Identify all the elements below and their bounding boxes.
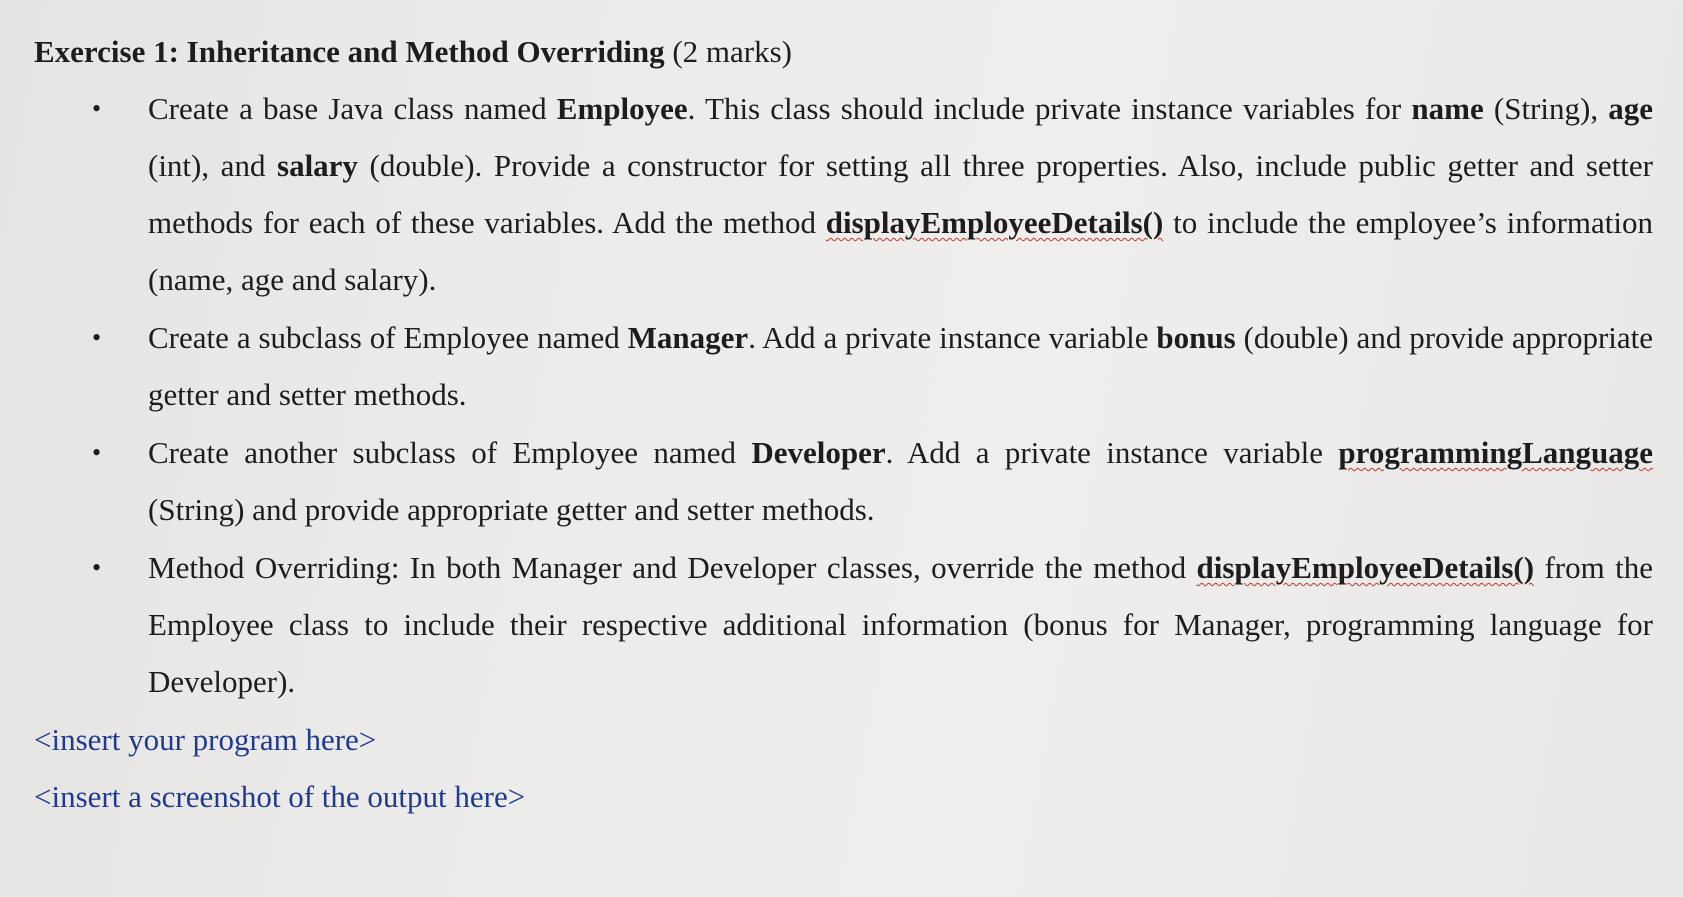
- text-run: Method Overriding: In both Manager and Developer classes, override the method: [148, 550, 1197, 585]
- task-item-developer: [34, 424, 1653, 538]
- exercise-title: [34, 30, 1634, 74]
- bullet-icon: •: [92, 323, 102, 352]
- bullet-icon: •: [92, 438, 102, 467]
- variable-name: name: [1411, 91, 1484, 126]
- exercise-marks: (2 marks): [672, 34, 792, 69]
- text-run: Create a subclass of Employee named: [148, 320, 628, 355]
- task-item-manager: [34, 309, 1654, 423]
- document-body: [34, 30, 1654, 825]
- text-run: from the Employee class to include their respective additional information (bonus for Manager, programming language for Developer).: [148, 550, 1653, 699]
- text-run: Create another subclass of Employee named: [148, 435, 752, 470]
- text-run: (double). Provide a constructor for setting all three properties. Also, include public getter and setter methods for each of these variables. Add the method: [148, 148, 1653, 240]
- task-text: [148, 539, 1653, 710]
- exercise-title-bold: Exercise 1: Inheritance and Method Overriding: [34, 34, 665, 69]
- text-run: . Add a private instance variable: [885, 435, 1339, 470]
- text-run: Create a base Java class named: [148, 91, 557, 126]
- text-run: (String),: [1483, 91, 1609, 126]
- task-text: [148, 80, 1653, 308]
- variable-salary: salary: [277, 148, 358, 183]
- text-run: (int), and: [148, 148, 277, 183]
- method-display-employee-details: displayEmployeeDetails(): [1196, 550, 1535, 585]
- bullet-icon: •: [92, 94, 102, 123]
- text-run: . Add a private instance variable: [748, 320, 1157, 355]
- text-run: (double) and provide appropriate getter and setter methods.: [148, 320, 1654, 412]
- variable-programming-language: programmingLanguage: [1338, 435, 1653, 470]
- class-name-employee: Employee: [556, 91, 688, 126]
- text-run: . This class should include private instance variables for: [687, 91, 1412, 126]
- program-placeholder[interactable]: <insert your program here>: [34, 722, 377, 757]
- screenshot-placeholder[interactable]: <insert a screenshot of the output here>: [34, 779, 526, 814]
- task-item-employee: [34, 80, 1654, 308]
- class-name-manager: Manager: [627, 320, 749, 355]
- task-text: [148, 309, 1653, 423]
- text-run: to include the employee’s information (name, age and salary).: [148, 205, 1653, 297]
- text-run: (String) and provide appropriate getter and setter methods.: [148, 492, 875, 527]
- variable-age: age: [1608, 91, 1654, 126]
- task-item-overriding: [34, 539, 1653, 710]
- bullet-icon: •: [92, 553, 102, 582]
- method-display-employee-details: displayEmployeeDetails(): [825, 205, 1164, 240]
- task-text: [148, 424, 1653, 538]
- variable-bonus: bonus: [1156, 320, 1236, 355]
- task-list: [34, 80, 1654, 710]
- class-name-developer: Developer: [751, 435, 886, 470]
